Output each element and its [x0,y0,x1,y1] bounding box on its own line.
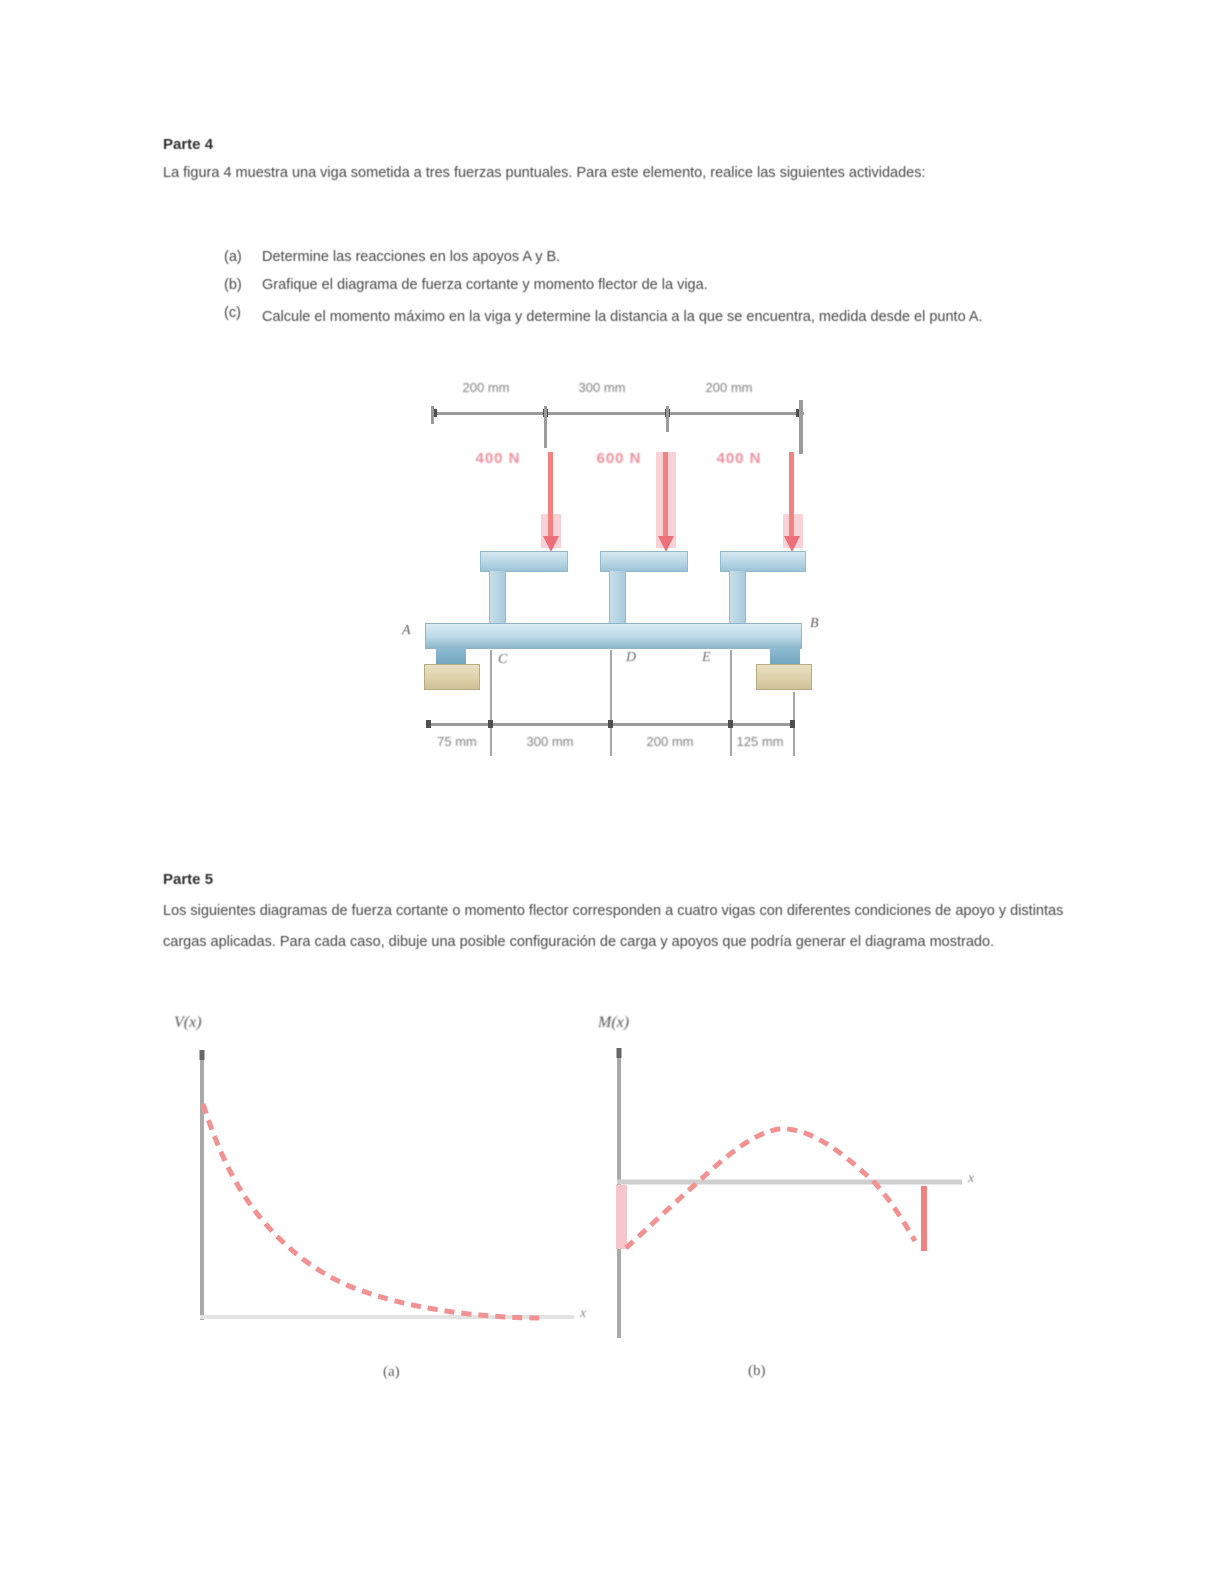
force-arrow-2-head [658,536,674,552]
chart-b-ylabel: M(x) [598,1014,630,1031]
chart-a-xlabel: x [580,1306,587,1321]
bracket-2-bar [600,551,688,572]
top-dim-2: 300 mm [578,380,626,395]
part4-title: Parte 4 [163,136,214,153]
task-item-a [224,248,1062,267]
part4-task-list [224,248,1062,340]
top-dimension-line [432,412,804,415]
chart-b [596,1008,1056,1403]
shear-diagram-svg [172,1008,602,1398]
chart-a [172,1008,602,1398]
bottom-ext-line-D [610,650,612,756]
part5-intro: Los siguientes diagramas de fuerza cortante o momento flector corresponden a cuatro vigas con diferentes condiciones de apoyo y distintas cargas aplicadas. Para cada caso, dibuje una posible configuración de carga y apoyos que podría generar el diagrama mostrado. [163,903,1064,950]
shear-curve [203,1104,540,1318]
moment-diagram-svg [596,1008,1056,1403]
task-marker-c: (c) [224,305,241,321]
moment-left-jump-band [616,1185,627,1249]
bracket-1-bar [480,551,568,572]
top-ext-line-2 [544,406,547,448]
point-label-D: D [626,650,637,665]
bottom-tick-4 [728,720,733,728]
force-label-2: 600 N [596,450,642,467]
bottom-tick-2 [488,720,493,728]
support-B-base [756,664,812,690]
top-ext-line-left [431,406,434,424]
chart-b-xlabel: x [968,1171,975,1186]
force-arrow-2 [663,452,668,538]
task-marker-a: (a) [224,249,242,265]
task-item-b [224,276,1062,295]
task-text-a: Determine las reacciones en los apoyos A y B. [262,249,561,265]
support-label-B: B [810,616,819,631]
chart-a-ylabel: V(x) [174,1014,202,1031]
top-ext-line-right [799,400,803,454]
support-label-A: A [402,623,411,638]
point-label-C: C [498,652,508,667]
force-arrow-1-head [543,536,559,552]
bottom-ext-line-E [730,650,732,756]
chart-b-caption: (b) [748,1363,766,1379]
bottom-ext-line-C [490,650,492,756]
top-dim-1: 200 mm [462,380,510,395]
part5-title: Parte 5 [163,871,214,888]
point-label-E: E [702,650,711,665]
beam-figure [398,376,848,771]
bottom-dim-1: 75 mm [437,734,477,749]
force-arrow-3 [789,452,794,538]
bottom-tick-5 [790,720,795,728]
top-ext-line-3 [666,406,669,432]
bottom-tick-3 [608,720,613,728]
task-item-c [224,304,1062,331]
bracket-3-bar [720,551,806,572]
task-text-c: Calcule el momento máximo en la viga y determine la distancia a la que se encuentra, medida desde el punto A. [262,309,983,325]
bottom-tick-1 [426,720,431,728]
top-dim-3: 200 mm [705,380,753,395]
part4-intro: La figura 4 muestra una viga sometida a tres fuerzas puntuales. Para este elemento, realice las siguientes actividades: [163,165,926,181]
force-label-3: 400 N [716,450,762,467]
force-arrow-1 [548,452,553,538]
bottom-dim-4: 125 mm [736,734,784,749]
beam [425,623,802,649]
chart-a-caption: (a) [383,1364,400,1380]
support-A-base [424,664,480,690]
bracket-3-leg [729,571,746,624]
bottom-dim-3: 200 mm [646,734,694,749]
force-arrow-3-head [784,536,800,552]
force-label-1: 400 N [475,450,521,467]
task-text-b: Grafique el diagrama de fuerza cortante y momento flector de la viga. [262,277,708,293]
bracket-1-leg [489,571,506,624]
bracket-2-leg [609,571,626,624]
bottom-dim-2: 300 mm [526,734,574,749]
moment-curve [626,1129,915,1248]
task-marker-b: (b) [224,277,242,293]
